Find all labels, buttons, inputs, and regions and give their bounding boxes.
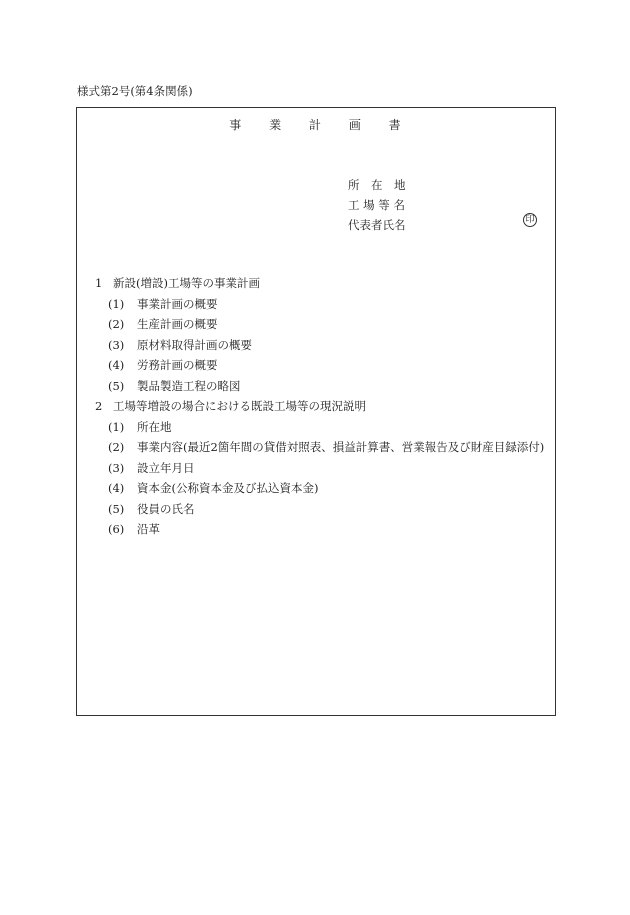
list-item xyxy=(95,335,544,356)
section-number: 2 xyxy=(95,399,103,413)
list-item xyxy=(95,314,544,335)
item-number: (4) xyxy=(108,481,125,495)
list-item xyxy=(95,478,544,499)
item-text: 原材料取得計画の概要 xyxy=(137,337,252,352)
list-item xyxy=(95,417,544,438)
list-item xyxy=(95,499,544,520)
item-text: 役員の氏名 xyxy=(137,501,195,516)
applicant-block xyxy=(348,175,406,235)
item-number: (1) xyxy=(108,419,125,434)
plan-contents xyxy=(95,273,544,540)
item-text: 製品製造工程の略図 xyxy=(137,378,241,393)
factory-name-label: 工 場 等 名 xyxy=(348,198,405,212)
item-text: 事業内容(最近2箇年間の貸借対照表、損益計算書、営業報告及び財産目録添付) xyxy=(137,440,545,454)
item-text: 所在地 xyxy=(137,419,172,434)
location-label: 所 在 地 xyxy=(348,178,406,192)
seal-mark: 印 xyxy=(523,213,537,227)
item-number: (5) xyxy=(108,378,125,393)
list-item xyxy=(95,437,544,458)
representative-name-label: 代表者氏名 xyxy=(348,218,406,232)
title-char: 計 xyxy=(308,118,321,132)
list-item xyxy=(95,376,544,397)
title-char: 事 xyxy=(229,118,242,132)
section-heading xyxy=(95,273,544,294)
item-text: 資本金(公称資本金及び払込資本金) xyxy=(137,481,319,495)
list-item xyxy=(95,294,544,315)
section-heading xyxy=(95,396,544,417)
item-number: (4) xyxy=(108,358,125,372)
title-char: 画 xyxy=(348,118,361,132)
item-text: 事業計画の概要 xyxy=(137,296,218,311)
item-number: (5) xyxy=(108,501,125,516)
section-title: 工場等増設の場合における既設工場等の現況説明 xyxy=(113,399,366,413)
form-number-label: 様式第2号(第4条関係) xyxy=(77,84,193,98)
item-text: 沿革 xyxy=(137,522,160,536)
item-number: (2) xyxy=(108,440,125,454)
item-number: (1) xyxy=(108,296,125,311)
list-item xyxy=(95,355,544,376)
section-number: 1 xyxy=(95,276,103,290)
list-item xyxy=(95,458,544,479)
item-number: (3) xyxy=(108,337,125,352)
title-char: 業 xyxy=(269,118,282,132)
item-number: (6) xyxy=(108,522,125,536)
list-item xyxy=(95,519,544,540)
section-title: 新設(増設)工場等の事業計画 xyxy=(113,276,260,290)
item-number: (2) xyxy=(108,317,125,331)
title-char: 書 xyxy=(388,118,401,132)
item-text: 設立年月日 xyxy=(137,460,195,475)
item-text: 生産計画の概要 xyxy=(137,317,218,331)
item-number: (3) xyxy=(108,460,125,475)
item-text: 労務計画の概要 xyxy=(137,358,218,372)
document-title xyxy=(0,116,630,133)
